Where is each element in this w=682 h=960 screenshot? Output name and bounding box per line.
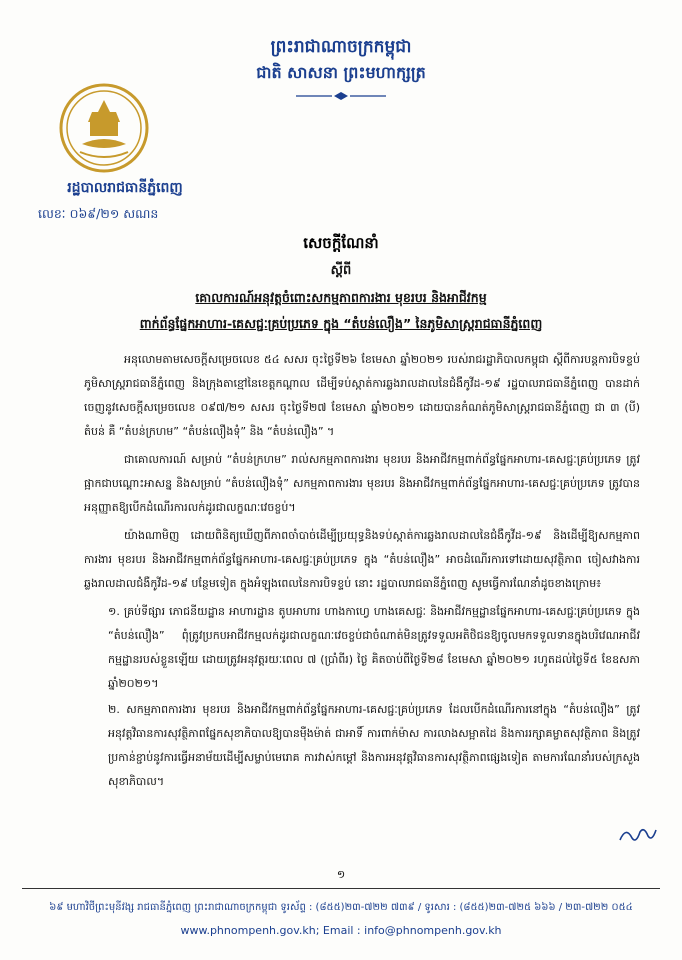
- paragraph: អនុលោមតាមសេចក្តីសម្រេចលេខ ៥៤ សសរ ចុះថ្ងៃទី២៦ ខែមេសា ឆ្នាំ២០២១ របស់រាជរដ្ឋាភិបាលកម្ពុជា ស្តីពីការបន្តការបិទខ្ទប់ភូមិសាស្ត្ររាជធានីភ្នំពេញ និងក្រុងតាខ្មៅនៃខេត្តកណ្តាល ដើម្បីទប់ស្កាត់ការឆ្លងរាលដាលនៃជំងឺកូវីដ-១៩ រដ្ឋបាលរាជធានីភ្នំពេញ បានដាក់ចេញនូវសេចក្តីសម្រេចលេខ ០៩៧/២១ សសរ ចុះថ្ងៃទី២៧ ខែមេសា ឆ្នាំ២០២១ ដោយបានកំណត់ភូមិសាស្ត្ររាជធានីភ្នំពេញ ជា ៣ (បី) តំបន់ គឺ “តំបន់ក្រហម” “តំបន់លឿងទុំ” និង “តំបន់លឿង” ។: [84, 353, 640, 438]
- paragraph: យ៉ាងណាមិញ ដោយពិនិត្យឃើញពីភាពចាំបាច់ដើម្បីប្រយុទ្ធនិងទប់ស្កាត់ការឆ្លងរាលដាលនៃជំងឺកូវីដ-១៩ និងដើម្បីឱ្យសកម្មភាពការងារ មុខរបរ និងអាជីវកម្មពាក់ព័ន្ធផ្នែកអាហារ-គេសជ្ជៈគ្រប់ប្រភេទ ក្នុង “តំបន់លឿង” អាចដំណើរការទៅដោយសុវត្ថិភាព ចៀសវាងការឆ្លងរាលដាលជំងឺកូវីដ-១៩ បន្ថែមទៀត ក្នុងអំឡុងពេលនៃការបិទខ្ទប់ នោះ រដ្ឋបាលរាជធានីភ្នំពេញ សូមធ្វើការណែនាំដូចខាងក្រោម៖: [84, 529, 640, 590]
- list-item: ១. គ្រប់ទីផ្សារ ភោជនីយដ្ឋាន អាហារដ្ឋាន តូបអាហារ ហាងកាហ្វេ ហាងគេសជ្ជៈ និងអាជីវកម្មដ្ឋានផ្នែកអាហារ-គេសជ្ជៈគ្រប់ប្រភេទ ក្នុង “តំបន់លឿង” ពុំត្រូវប្រកបអាជីវកម្មលក់ដូរជាលក្ខណៈវេចខ្ចប់ជាចំណាត់មិនត្រូវទទួលអតិថិជនឱ្យចូលមកទទួលទានក្នុងបរិវេណអាជីវកម្មដ្ឋានរបស់ខ្លួនឡើយ ដោយត្រូវអនុវត្តរយៈពេល ៧ (ប្រាំពីរ) ថ្ងៃ គិតចាប់ពីថ្ងៃទី២៨ ខែមេសា ឆ្នាំ២០២១ រហូតដល់ថ្ងៃទី៥ ខែឧសភា ឆ្នាំ២០២១។: [108, 605, 640, 690]
- document-about: ស្តីពី: [330, 263, 352, 278]
- kingdom-title: ព្រះរាជាណាចក្រកម្ពុជា: [270, 37, 412, 57]
- national-motto: ជាតិ សាសនា ព្រះមហាក្សត្រ: [0, 62, 682, 100]
- page-number: ១: [336, 868, 346, 881]
- subject-line-2: ពាក់ព័ន្ធផ្នែកអាហារ-គេសជ្ជៈគ្រប់ប្រភេទ ក្នុង “តំបន់លឿង” នៃភូមិសាស្ត្ររាជធានីភ្នំពេញ: [139, 316, 543, 331]
- footer-website-email: www.phnompenh.gov.kh; Email : info@phnompenh.gov.kh: [180, 924, 502, 937]
- instruction-list: [84, 600, 640, 794]
- document-body: [84, 348, 640, 796]
- document-type: សេចក្តីណែនាំ: [303, 234, 379, 252]
- paragraph: ជាគោលការណ៍ សម្រាប់ “តំបន់ក្រហម” រាល់សកម្មភាពការងារ មុខរបរ និងអាជីវកម្មពាក់ព័ន្ធផ្នែកអាហារ-គេសជ្ជៈគ្រប់ប្រភេទ ត្រូវផ្អាកជាបណ្តោះអាសន្ន និងសម្រាប់ “តំបន់លឿងទុំ” សកម្មភាពការងារ មុខរបរ និងអាជីវកម្មពាក់ព័ន្ធផ្នែកអាហារ-គេសជ្ជៈគ្រប់ប្រភេទ ត្រូវបានអនុញ្ញាតឱ្យបើកដំណើរការលក់ដូរជាលក្ខណៈវេចខ្ចប់។: [84, 453, 640, 514]
- reference-number: លេខៈ ០៦៩/២១ សណន: [38, 206, 159, 221]
- initials-signature-icon: [618, 824, 658, 846]
- ornament-divider: [296, 92, 386, 100]
- subject-line-1: គោលការណ៍អនុវត្តចំពោះសកម្មភាពការងារ មុខរបរ និងអាជីវកម្ម: [195, 290, 487, 305]
- footer-address: ៦៩ មហាវិថីព្រះមុនីវង្ស រាជធានីភ្នំពេញ ព្រះរាជាណាចក្រកម្ពុជា ទូរស័ព្ទ : (៨៥៥)២៣-៧២២ ៧៣៩ / ទូរសារ : (៨៥៥)២៣-៧២៥ ៦៦៦ / ២៣-៧២២ ០៥៤: [49, 902, 633, 913]
- list-item: ២. សកម្មភាពការងារ មុខរបរ និងអាជីវកម្មពាក់ព័ន្ធផ្នែកអាហារ-គេសជ្ជៈគ្រប់ប្រភេទ ដែលបើកដំណើរការនៅក្នុង “តំបន់លឿង” ត្រូវអនុវត្តវិធានការសុវត្ថិភាពផ្នែកសុខាភិបាលឱ្យបានម៉ឺងម៉ាត់ ជាអាទិ៍ ការពាក់ម៉ាស ការលាងសម្អាតដៃ និងការរក្សាគម្លាតសុវត្ថិភាព និងត្រូវប្រកាន់ខ្ជាប់នូវការធ្វើអនាម័យដើម្បីសម្លាប់មេរោគ ការវាស់កម្តៅ និងការអនុវត្តវិធានការសុវត្ថិភាពផ្សេងទៀត តាមការណែនាំរបស់ក្រសួងសុខាភិបាល។: [108, 703, 640, 788]
- issuer-name: រដ្ឋបាលរាជធានីភ្នំពេញ: [67, 180, 183, 196]
- phnom-penh-emblem-icon: [58, 82, 150, 174]
- footer-divider: [22, 888, 660, 889]
